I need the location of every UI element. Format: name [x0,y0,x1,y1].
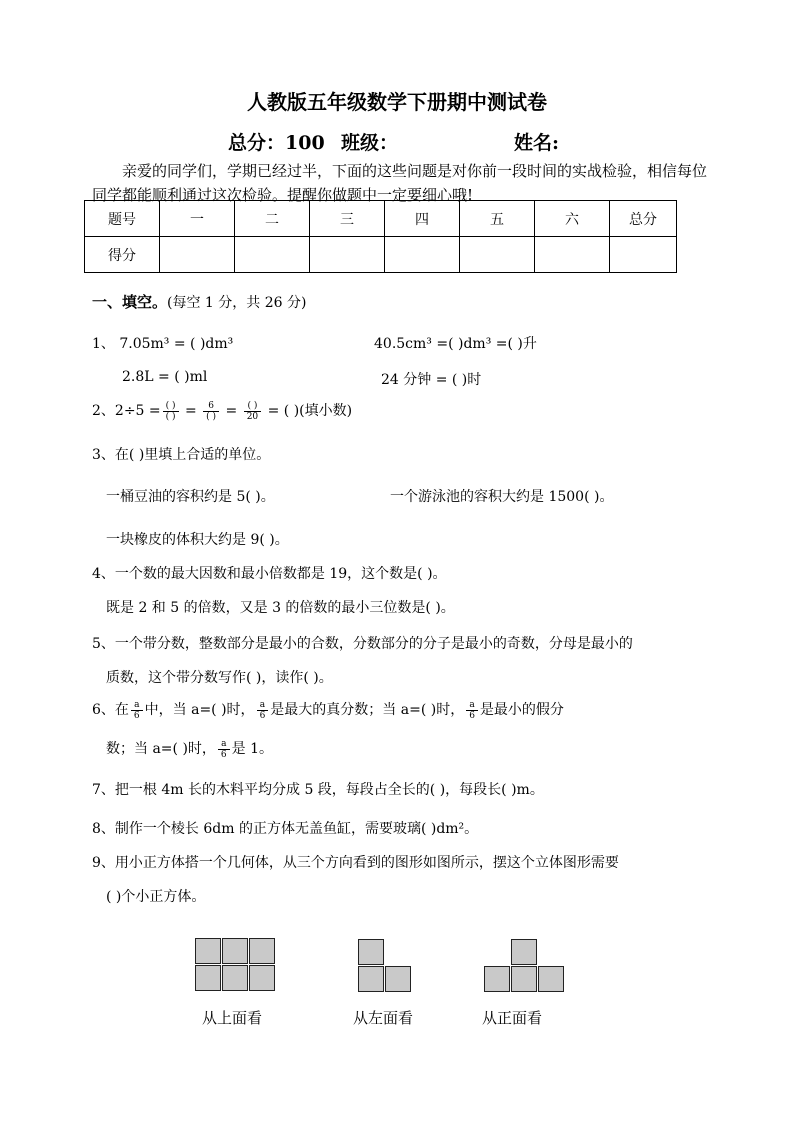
score-table-header-cell: 一 [160,201,235,237]
section1-note: (每空 1 分，共 26 分) [167,295,307,311]
q2-fraction-2-den: ( ) [206,411,217,422]
figure-top-caption: 从上面看 [202,1009,263,1027]
score-cell [610,237,677,273]
cube-face [385,966,411,992]
q3-line3: 一块橡皮的体积大约是 9( )。 [106,532,289,548]
q1-line1-b: 40.5cm³ =( )dm³ =( )升 [374,336,537,352]
score-cell [310,237,385,273]
total-score-label: 总分：100 [228,132,325,154]
cube-face [249,938,275,964]
q6-part1: 6、在 [92,702,129,718]
score-cell [385,237,460,273]
cube-face [222,965,248,991]
q6-fraction [131,700,143,721]
q3-line2-a: 一桶豆油的容积约是 5( )。 [106,489,275,505]
score-table [84,200,677,273]
score-table-header-row [85,201,677,237]
cube-face [358,966,384,992]
score-table-header-cell: 六 [535,201,610,237]
score-table-header-cell: 题号 [85,201,160,237]
q6-fraction-den: 6 [220,749,227,760]
page-title: 人教版五年级数学下册期中测试卷 [247,90,547,114]
intro-paragraph: 亲爱的同学们，学期已经过半，下面的这些问题是对你前一段时间的实战检验，相信每位同学都能顺利通过这次检验。提醒你做题中一定要细心哦! [92,162,708,204]
q6-fraction-num: a [218,739,230,750]
figure-left-caption: 从左面看 [353,1009,414,1027]
figure-front-view [484,939,565,993]
q6-fraction [218,739,230,760]
q2-suffix: = ( )(填小数) [267,403,353,419]
q2-fraction-1 [163,401,179,422]
q9-line1: 9、用小正方体搭一个几何体，从三个方向看到的图形如图所示，摆这个立体图形需要 [92,855,619,871]
cube-face [511,966,537,992]
q2-fraction-2 [203,401,219,422]
q5-line1: 5、一个带分数，整数部分是最小的合数，分数部分的分子是最小的奇数，分母是最小的 [92,636,633,652]
class-label: 班级： [341,132,399,154]
q2-fraction-3-den: 20 [246,411,259,422]
q6-line2 [106,736,273,762]
q2-equals: = [184,403,197,419]
q6-fraction [466,700,478,721]
q2-fraction-1-num: ( ) [163,401,179,412]
q1-line2-b: 24 分钟 = ( )时 [381,372,482,388]
cube-face [538,966,564,992]
cube-face [195,938,221,964]
q3-line1: 3、在( )里填上合适的单位。 [92,447,271,463]
q2-equals: = [225,403,238,419]
q4-line2: 既是 2 和 5 的倍数，又是 3 的倍数的最小三位数是( )。 [106,600,455,616]
q6-fraction-num: a [257,700,269,711]
cube-face [358,939,384,965]
q1-line1-a: 1、 7.05m³ = ( )dm³ [92,336,234,352]
figure-front-caption: 从正面看 [482,1009,543,1027]
q2-line [92,398,352,424]
section1-heading: 一、填空。 [92,293,168,311]
q6-part2: 中，当 a=( )时， [144,702,255,718]
cube-face [249,965,275,991]
q2-fraction-3-num: ( ) [244,401,261,412]
q6-fraction-num: a [131,700,143,711]
figure-top-view [195,938,276,992]
score-cell [535,237,610,273]
cube-face [484,966,510,992]
score-cell [160,237,235,273]
q2-fraction-2-num: 6 [203,401,219,412]
q8-line: 8、制作一个棱长 6dm 的正方体无盖鱼缸，需要玻璃( )dm²。 [92,821,479,837]
q2-fraction-1-den: ( ) [165,411,176,422]
section1-heading-line [92,291,306,312]
score-table-score-row [85,237,677,273]
q1-line2-a: 2.8L = ( )ml [122,369,208,385]
q6-part4: 是最小的假分 [479,702,564,718]
score-cell [460,237,535,273]
q6-part3: 是最大的真分数；当 a=( )时， [270,702,465,718]
q4-line1: 4、一个数的最大因数和最小倍数都是 19，这个数是( )。 [92,566,447,582]
score-table-header-cell: 四 [385,201,460,237]
q6-fraction [257,700,269,721]
q9-line2: ( )个小正方体。 [106,889,206,905]
figure-left-view [358,939,412,993]
q5-line2: 质数，这个带分数写作( )，读作( )。 [106,670,333,686]
score-table-header-cell: 三 [310,201,385,237]
score-table-header-cell: 二 [235,201,310,237]
score-table-header-cell: 五 [460,201,535,237]
score-table-header-cell: 总分 [610,201,677,237]
q6-part6: 是 1。 [231,741,273,757]
q6-fraction-den: 6 [259,710,266,721]
cube-face [511,939,537,965]
q2-prefix: 2、2÷5 = [92,403,161,419]
cube-face [195,965,221,991]
score-cell [235,237,310,273]
score-row-label: 得分 [85,237,160,273]
q3-line2-b: 一个游泳池的容积大约是 1500( )。 [390,489,614,505]
q6-fraction-den: 6 [133,710,140,721]
q7-line: 7、把一根 4m 长的木料平均分成 5 段，每段占全长的( )，每段长( )m。 [92,782,544,798]
q2-fraction-3 [244,401,261,422]
q6-part5: 数；当 a=( )时， [106,741,216,757]
q6-line1 [92,697,564,723]
name-label: 姓名: [514,132,560,154]
q6-fraction-den: 6 [469,710,475,721]
cube-face [222,938,248,964]
q6-fraction-num: a [466,700,478,711]
